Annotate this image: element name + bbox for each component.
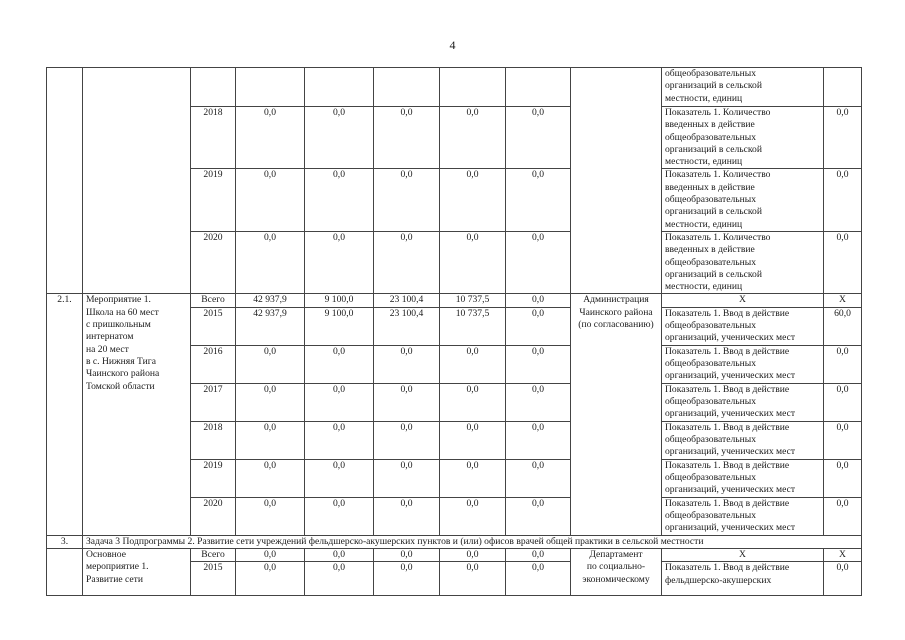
- value-cell: 0,0: [440, 549, 506, 562]
- program-table: [46, 67, 862, 596]
- value-cell: 0,0: [236, 562, 305, 596]
- value-cell: 0,0: [440, 421, 506, 459]
- indicator-value-cell: 0,0: [824, 562, 862, 596]
- indicator-cell: Показатель 1. Ввод в действие общеобразовательных организаций, ученических мест: [662, 421, 824, 459]
- indicator-cell: Показатель 1. Количество введенных в действие общеобразовательных организаций в сельской местности, единиц: [662, 107, 824, 169]
- value-cell: 42 937,9: [236, 307, 305, 345]
- num-cell: 3.: [47, 535, 83, 548]
- indicator-cell: Показатель 1. Ввод в действие общеобразовательных организаций, ученических мест: [662, 497, 824, 535]
- year-cell: 2015: [191, 562, 236, 596]
- num-cell: [47, 68, 83, 294]
- value-cell: 10 737,5: [440, 307, 506, 345]
- name-cell: [83, 68, 191, 294]
- year-cell: 2020: [191, 497, 236, 535]
- value-cell: 42 937,9: [236, 294, 305, 307]
- indicator-value-cell: Х: [824, 294, 862, 307]
- executor-cell: [571, 68, 662, 294]
- value-cell: 0,0: [440, 107, 506, 169]
- value-cell: 0,0: [305, 549, 374, 562]
- value-cell: 0,0: [305, 421, 374, 459]
- value-cell: 0,0: [374, 497, 440, 535]
- year-cell: 2019: [191, 169, 236, 231]
- indicator-value-cell: 0,0: [824, 169, 862, 231]
- indicator-cell: Показатель 1. Ввод в действие общеобразовательных организаций, ученических мест: [662, 345, 824, 383]
- value-cell: 0,0: [305, 169, 374, 231]
- indicator-value-cell: 60,0: [824, 307, 862, 345]
- value-cell: 0,0: [305, 497, 374, 535]
- year-cell: 2016: [191, 345, 236, 383]
- value-cell: 0,0: [506, 459, 571, 497]
- continuation-row: [47, 68, 862, 107]
- value-cell: 0,0: [440, 169, 506, 231]
- value-cell: 0,0: [506, 294, 571, 307]
- indicator-cell: Х: [662, 294, 824, 307]
- value-cell: 0,0: [374, 549, 440, 562]
- value-cell: 10 737,5: [440, 294, 506, 307]
- value-cell: 0,0: [236, 169, 305, 231]
- value-cell: 9 100,0: [305, 307, 374, 345]
- task-title-cell: Задача 3 Подпрограммы 2. Развитие сети учреждений фельдшерско-акушерских пунктов и (или) офисов врачей общей практики в сельской местности: [83, 535, 862, 548]
- task-row: [47, 535, 862, 548]
- value-cell: 0,0: [305, 345, 374, 383]
- year-cell: 2017: [191, 383, 236, 421]
- value-cell: 0,0: [506, 107, 571, 169]
- value-cell: 0,0: [506, 231, 571, 293]
- num-cell: 2.1.: [47, 294, 83, 535]
- year-cell: 2018: [191, 107, 236, 169]
- value-cell: 0,0: [236, 549, 305, 562]
- indicator-value-cell: 0,0: [824, 497, 862, 535]
- value-cell: 0,0: [374, 421, 440, 459]
- value-cell: 0,0: [440, 497, 506, 535]
- indicator-cell: Показатель 1. Количество введенных в действие общеобразовательных организаций в сельской местности, единиц: [662, 169, 824, 231]
- event-name-cell: Основное мероприятие 1. Развитие сети: [83, 549, 191, 596]
- page-number: 4: [449, 38, 456, 52]
- value-cell: 0,0: [236, 383, 305, 421]
- year-cell: 2015: [191, 307, 236, 345]
- value-cell: 0,0: [440, 383, 506, 421]
- year-cell: 2018: [191, 421, 236, 459]
- indicator-value-cell: 0,0: [824, 345, 862, 383]
- indicator-value-cell: 0,0: [824, 421, 862, 459]
- num-cell: [47, 549, 83, 596]
- total-row: [47, 294, 862, 307]
- value-cell: 0,0: [236, 345, 305, 383]
- year-cell: [191, 68, 236, 107]
- value-cell: 0,0: [236, 231, 305, 293]
- value-cell: 23 100,4: [374, 294, 440, 307]
- indicator-value-cell: 0,0: [824, 459, 862, 497]
- value-cell: 0,0: [506, 345, 571, 383]
- year-cell: 2020: [191, 231, 236, 293]
- value-cell: 0,0: [305, 562, 374, 596]
- value-cell: 0,0: [440, 562, 506, 596]
- year-cell: 2019: [191, 459, 236, 497]
- value-cell: [374, 68, 440, 107]
- value-cell: 0,0: [374, 345, 440, 383]
- value-cell: [305, 68, 374, 107]
- indicator-value-cell: 0,0: [824, 383, 862, 421]
- value-cell: 0,0: [506, 549, 571, 562]
- value-cell: 0,0: [374, 383, 440, 421]
- value-cell: 0,0: [440, 231, 506, 293]
- indicator-cell: Показатель 1. Ввод в действие фельдшерско-акушерских: [662, 562, 824, 596]
- value-cell: [440, 68, 506, 107]
- value-cell: 0,0: [374, 231, 440, 293]
- value-cell: 0,0: [440, 459, 506, 497]
- value-cell: 0,0: [236, 107, 305, 169]
- value-cell: 0,0: [506, 562, 571, 596]
- indicator-cell: Показатель 1. Количество введенных в действие общеобразовательных организаций в сельской местности, единиц: [662, 231, 824, 293]
- indicator-value-cell: Х: [824, 549, 862, 562]
- value-cell: 0,0: [374, 169, 440, 231]
- indicator-value-cell: 0,0: [824, 231, 862, 293]
- value-cell: 0,0: [236, 459, 305, 497]
- value-cell: 0,0: [374, 459, 440, 497]
- indicator-cell: Показатель 1. Ввод в действие общеобразовательных организаций, ученических мест: [662, 307, 824, 345]
- value-cell: 0,0: [374, 562, 440, 596]
- value-cell: 0,0: [305, 459, 374, 497]
- year-cell: Всего: [191, 294, 236, 307]
- value-cell: 0,0: [305, 231, 374, 293]
- executor-cell: Администрация Чаинского района (по согласованию): [571, 294, 662, 535]
- value-cell: 23 100,4: [374, 307, 440, 345]
- value-cell: 0,0: [236, 497, 305, 535]
- value-cell: 0,0: [506, 497, 571, 535]
- value-cell: 0,0: [305, 383, 374, 421]
- value-cell: 0,0: [305, 107, 374, 169]
- value-cell: [236, 68, 305, 107]
- indicator-cell: Х: [662, 549, 824, 562]
- year-cell: Всего: [191, 549, 236, 562]
- indicator-cell: общеобразовательных организаций в сельской местности, единиц: [662, 68, 824, 107]
- value-cell: 0,0: [506, 421, 571, 459]
- total-row: [47, 549, 862, 562]
- indicator-value-cell: 0,0: [824, 107, 862, 169]
- value-cell: 0,0: [440, 345, 506, 383]
- value-cell: 0,0: [506, 307, 571, 345]
- indicator-cell: Показатель 1. Ввод в действие общеобразовательных организаций, ученических мест: [662, 383, 824, 421]
- value-cell: 0,0: [374, 107, 440, 169]
- value-cell: 0,0: [236, 421, 305, 459]
- value-cell: [506, 68, 571, 107]
- value-cell: 0,0: [506, 169, 571, 231]
- event-name-cell: Мероприятие 1. Школа на 60 мест с пришкольным интернатом на 20 мест в с. Нижняя Тига Чаинского района Томской области: [83, 294, 191, 535]
- indicator-value-cell: [824, 68, 862, 107]
- value-cell: 0,0: [506, 383, 571, 421]
- executor-cell: Департамент по социально- экономическому: [571, 549, 662, 596]
- value-cell: 9 100,0: [305, 294, 374, 307]
- indicator-cell: Показатель 1. Ввод в действие общеобразовательных организаций, ученических мест: [662, 459, 824, 497]
